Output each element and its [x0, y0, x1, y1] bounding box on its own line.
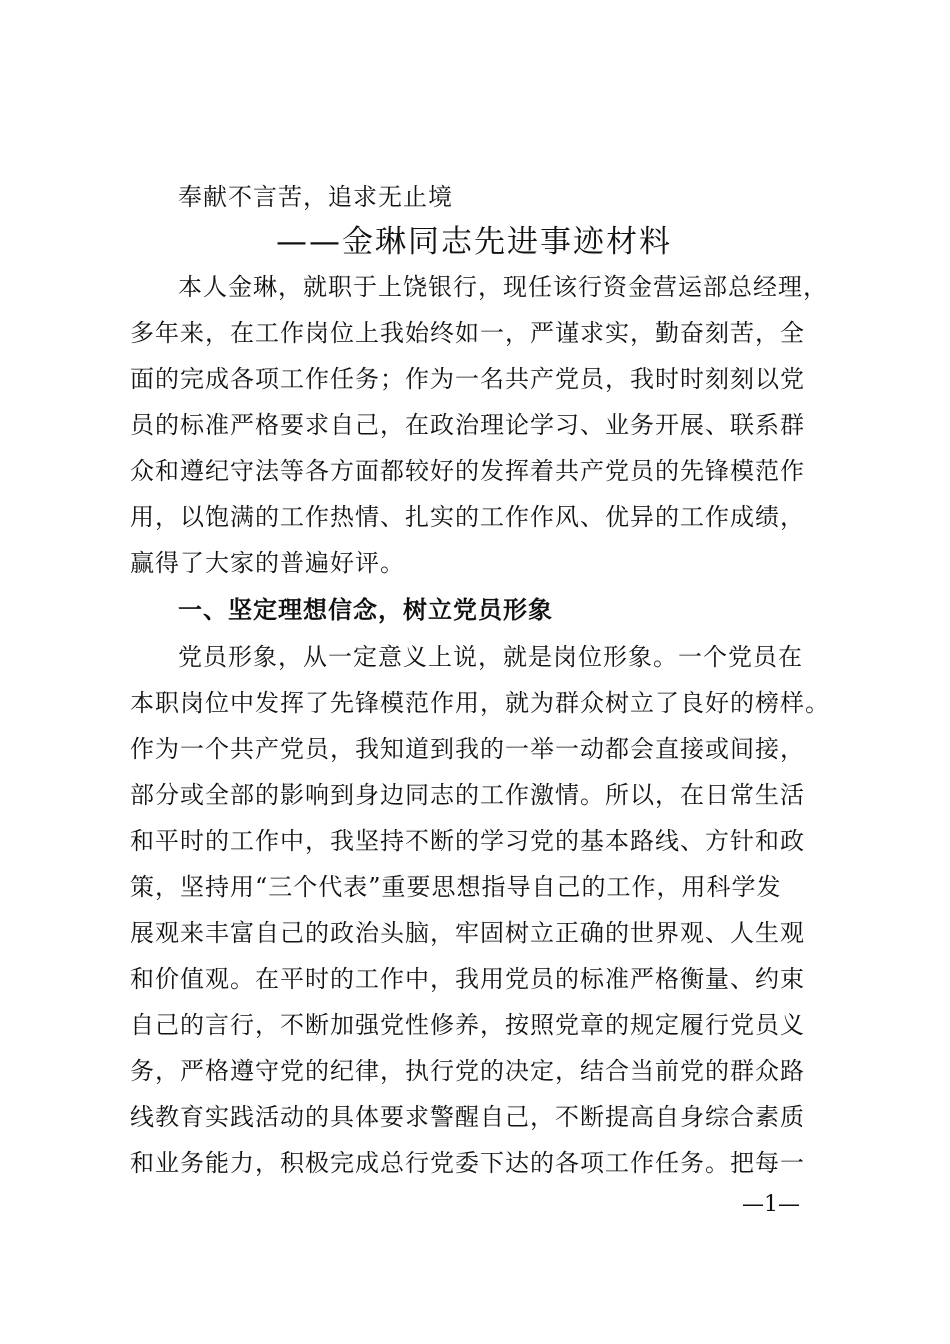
section-line-5: 和平时的工作中，我坚持不断的学习党的基本路线、方针和政 — [130, 827, 805, 855]
intro-line-4: 员的标准严格要求自己，在政治理论学习、业务开展、联系群 — [130, 411, 805, 439]
section-line-12: 和业务能力，积极完成总行党委下达的各项工作任务。把每一 — [130, 1149, 805, 1177]
document-title: 奉献不言苦，追求无止境 — [178, 183, 453, 211]
section-line-9: 自己的言行，不断加强党性修养，按照党章的规定履行党员义 — [130, 1011, 805, 1039]
section-heading: 一、坚定理想信念，树立党员形象 — [178, 596, 553, 624]
section-line-10: 务，严格遵守党的纪律，执行党的决定，结合当前党的群众路 — [130, 1057, 805, 1085]
section-line-6: 策，坚持用“三个代表”重要思想指导自己的工作，用科学发 — [130, 873, 782, 901]
intro-line-5: 众和遵纪守法等各方面都较好的发挥着共产党员的先锋模范作 — [130, 457, 805, 485]
intro-line-3: 面的完成各项工作任务；作为一名共产党员，我时时刻刻以党 — [130, 365, 805, 393]
intro-line-2: 多年来，在工作岗位上我始终如一，严谨求实，勤奋刻苦，全 — [130, 319, 805, 347]
section-line-7: 展观来丰富自己的政治头脑，牢固树立正确的世界观、人生观 — [130, 919, 805, 947]
intro-line-1: 本人金琳，就职于上饶银行，现任该行资金营运部总经理， — [178, 273, 828, 301]
section-line-2: 本职岗位中发挥了先锋模范作用，就为群众树立了良好的榜样。 — [130, 689, 830, 717]
section-line-11: 线教育实践活动的具体要求警醒自己，不断提高自身综合素质 — [130, 1103, 805, 1131]
page-number: —1— — [742, 1192, 800, 1217]
section-line-4: 部分或全部的影响到身边同志的工作激情。所以，在日常生活 — [130, 781, 805, 809]
document-subtitle: ——金琳同志先进事迹材料 — [276, 224, 672, 260]
section-line-1: 党员形象，从一定意义上说，就是岗位形象。一个党员在 — [178, 643, 803, 671]
section-line-8: 和价值观。在平时的工作中，我用党员的标准严格衡量、约束 — [130, 965, 805, 993]
intro-line-6: 用，以饱满的工作热情、扎实的工作作风、优异的工作成绩， — [130, 503, 805, 531]
section-line-3: 作为一个共产党员，我知道到我的一举一动都会直接或间接， — [130, 735, 805, 763]
intro-line-7: 赢得了大家的普遍好评。 — [130, 549, 405, 577]
